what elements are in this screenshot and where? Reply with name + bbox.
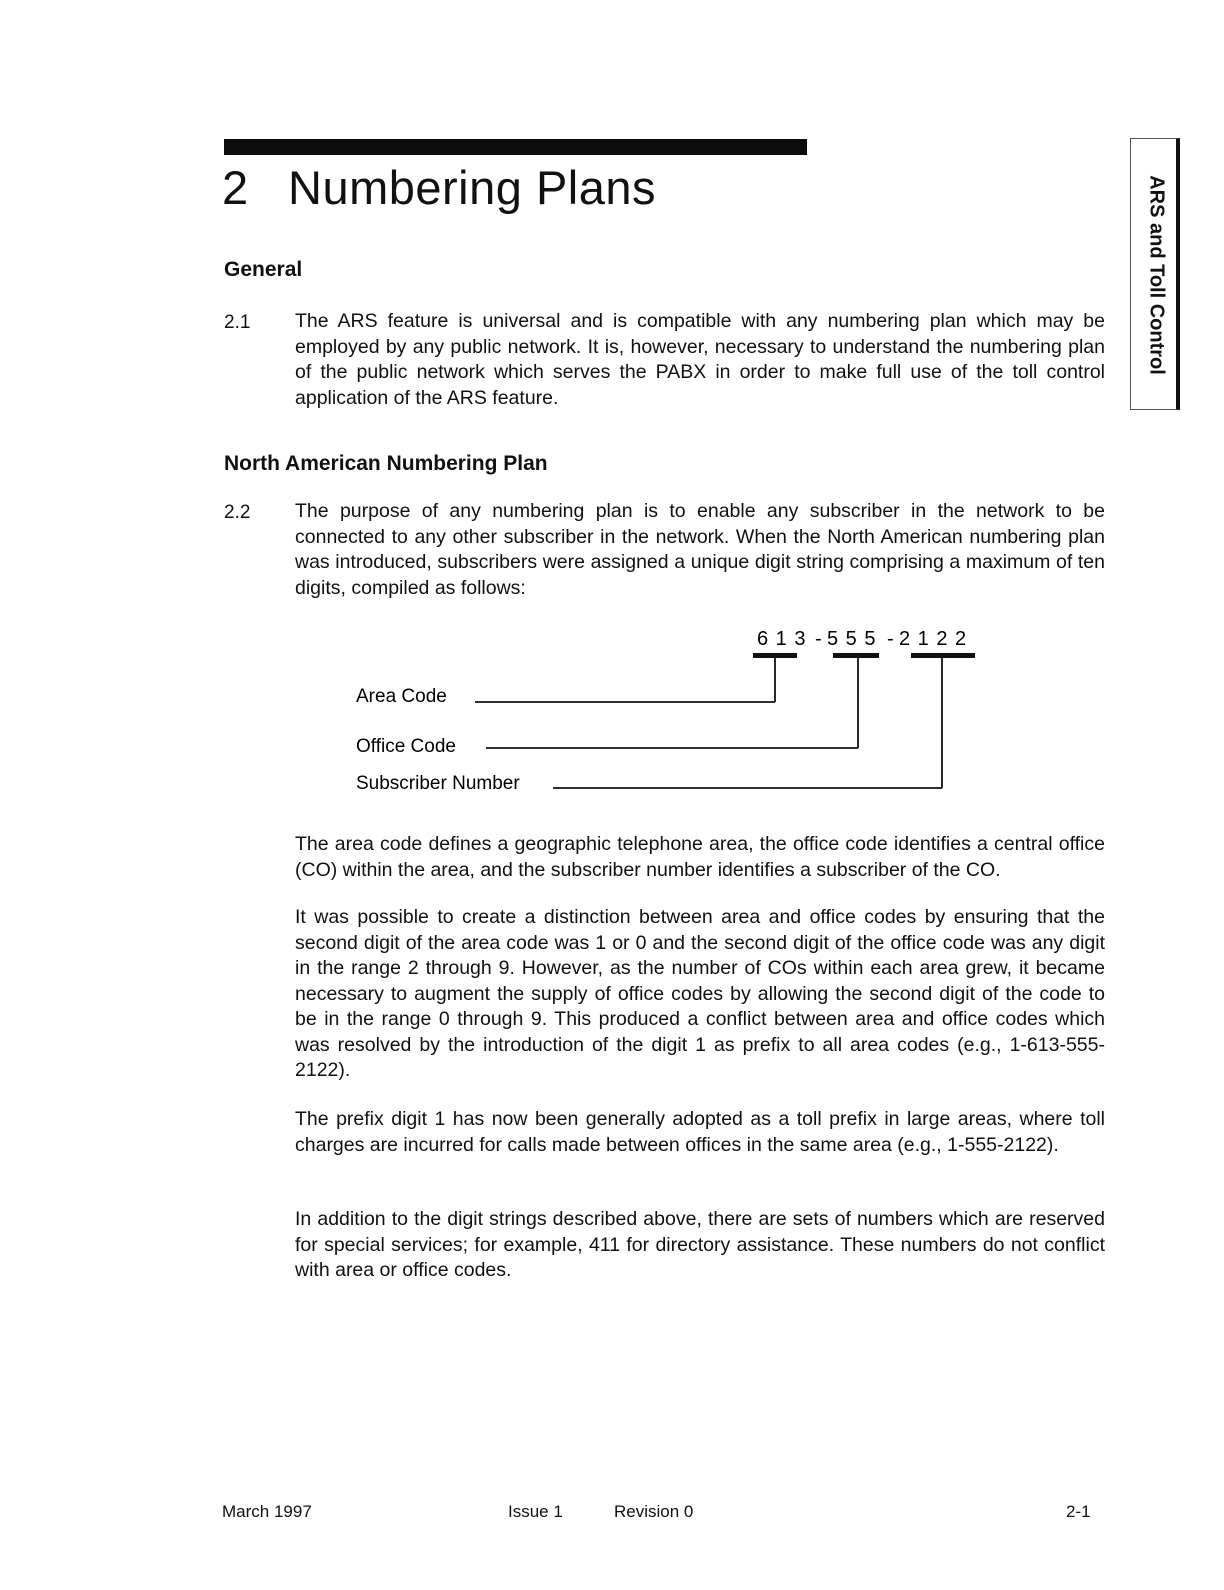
diagram-office-digits: 5 5 5 [827,628,877,650]
diagram-dash: - [887,628,894,650]
chapter-number: 2 [222,161,249,214]
paragraph-number: 2.2 [224,502,251,523]
subscriber-bracket [911,653,975,658]
area-code-label: Area Code [356,686,447,707]
body-paragraph-codes: The area code defines a geographic telephone area, the office code identifies a central office (CO) within the area, and the subscriber number identifies a subscriber of the CO. [295,833,1105,881]
subscriber-number-label: Subscriber Number [356,773,520,794]
area-code-bracket [753,653,797,658]
footer-page-number: 2-1 [1066,1502,1091,1521]
body-paragraph-special-services: In addition to the digit strings described above, there are sets of numbers which are reserved for special services; for example, 411 for directory assistance. These numbers do not conflict with area or office codes. [295,1208,1105,1281]
section-heading-general: General [224,258,303,281]
chapter-title-text: Numbering Plans [288,161,657,214]
footer-date: March 1997 [222,1502,312,1521]
diagram-area-digits: 6 1 3 [757,628,807,650]
section-heading-north-american: North American Numbering Plan [224,452,548,475]
footer-issue: Issue 1 [508,1502,563,1521]
diagram-subscriber-digits: 2 1 2 2 [899,628,968,650]
diagram-dash: - [815,628,822,650]
side-tab-label: ARS and Toll Control [1145,175,1168,375]
office-code-bracket [833,653,879,658]
footer-revision: Revision 0 [614,1502,694,1521]
paragraph-2-1: The ARS feature is universal and is compatible with any numbering plan which may be employed by any public network. It is, however, necessary to understand the numbering plan of the public network which serves the PABX in order to make full use of the toll control application of the ARS feature. [295,310,1105,409]
office-code-label: Office Code [356,736,456,757]
body-paragraph-toll-prefix: The prefix digit 1 has now been generally adopted as a toll prefix in large areas, where toll charges are incurred for calls made between offices in the same area (e.g., 1-555-2122). [295,1108,1105,1156]
paragraph-number: 2.1 [224,312,251,333]
body-paragraph-distinction: It was possible to create a distinction between area and office codes by ensuring that the second digit of the area code was 1 or 0 and the second digit of the office code was any digit in the range 2 through 9. However, as the number of COs within each area grew, it became necessary to augment the supply of office codes by allowing the second digit of the code to be in the range 0 through 9. This produced a conflict between area and office codes which was resolved by the introduction of the digit 1 as prefix to all area codes (e.g., 1-613-555-2122). [295,906,1105,1081]
paragraph-2-2: The purpose of any numbering plan is to enable any subscriber in the network to be connected to any other subscriber in the network. When the North American numbering plan was introduced, subscribers were assigned a unique digit string comprising a maximum of ten digits, compiled as follows: [295,500,1105,599]
